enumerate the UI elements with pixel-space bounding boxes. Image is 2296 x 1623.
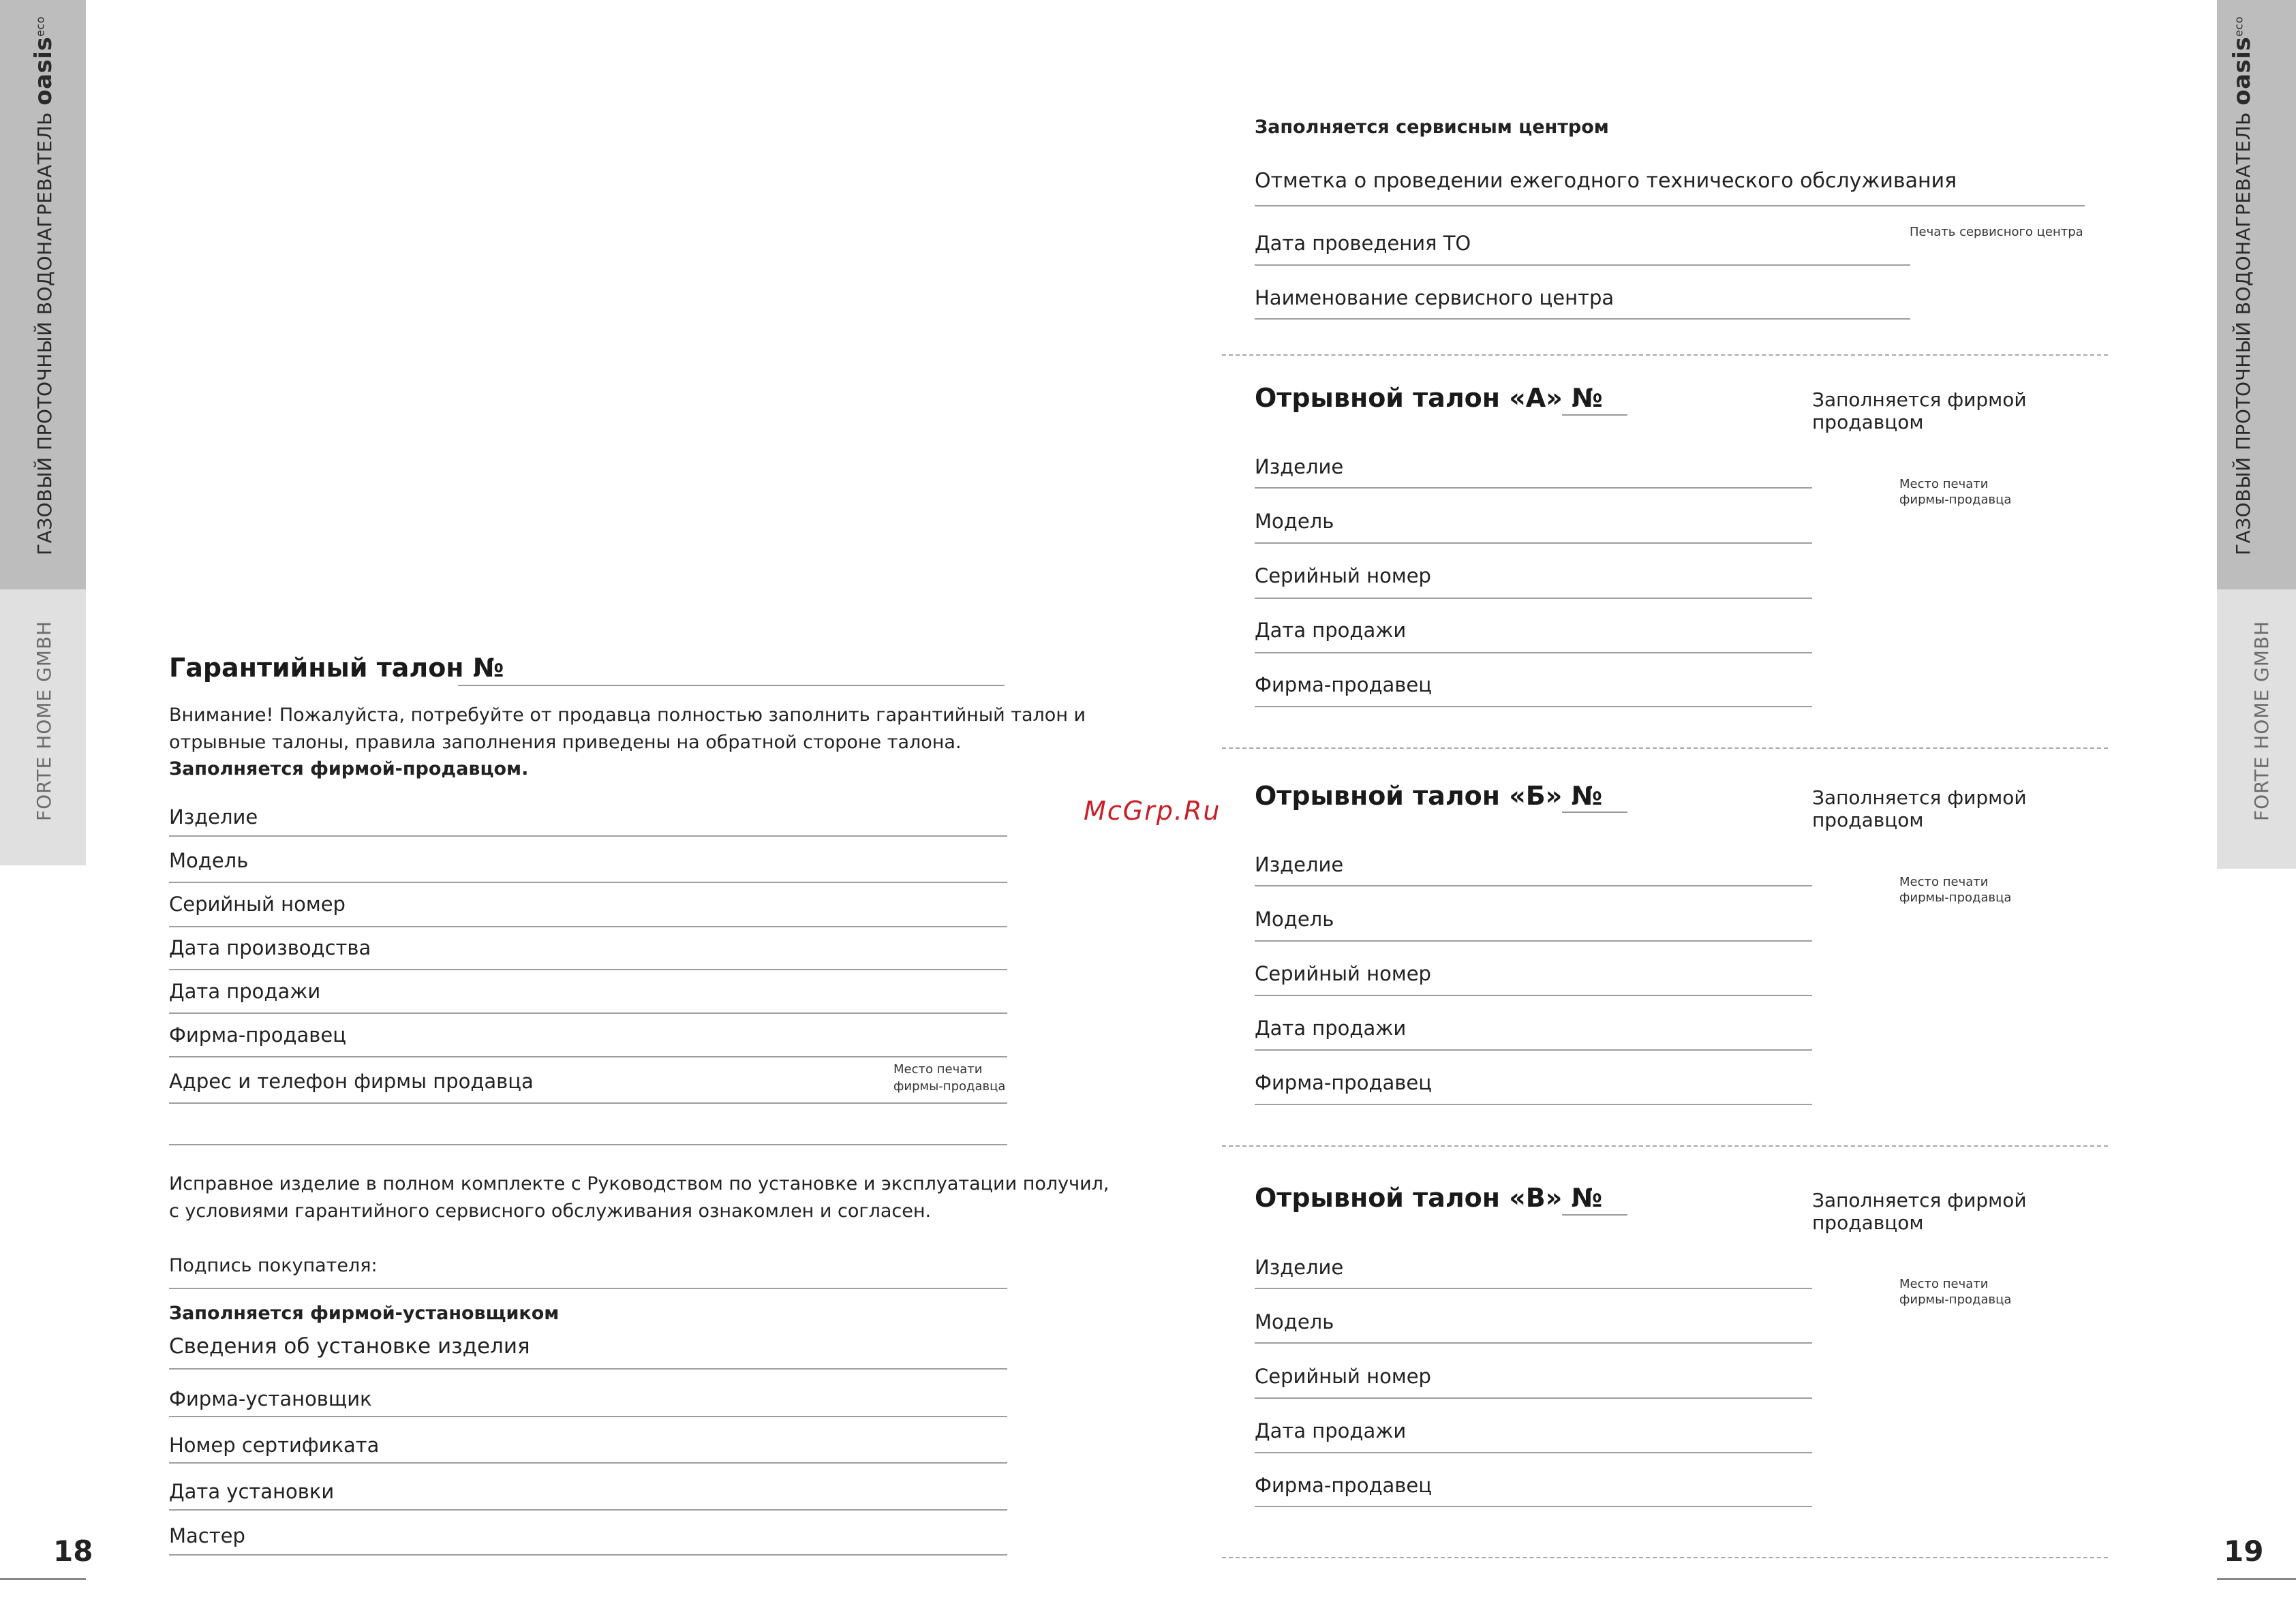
coupon-a-field-serial-line xyxy=(1255,598,1812,599)
service-date-line xyxy=(1255,264,1910,266)
page-number-right-rule xyxy=(2217,1578,2296,1580)
coupon-b-field-sale-date: Дата продажи xyxy=(1255,1017,1407,1040)
cut-line-2 xyxy=(1222,747,2108,749)
coupon-b-stamp-line2: фирмы-продавца xyxy=(1899,891,2012,905)
left-product-title xyxy=(30,16,57,555)
warranty-field-serial-line xyxy=(169,926,1007,927)
installer-field-certificate: Номер сертификата xyxy=(169,1434,380,1457)
coupon-a-field-sale-date-line xyxy=(1255,652,1812,653)
coupon-a-field-seller: Фирма-продавец xyxy=(1255,673,1432,696)
warranty-field-seller: Фирма-продавец xyxy=(169,1023,346,1047)
coupon-a-field-model: Модель xyxy=(1255,510,1334,533)
coupon-a-field-seller-line xyxy=(1255,706,1812,707)
receipt-line2: с условиями гарантийного сервисного обслуживания ознакомлен и согласен. xyxy=(169,1201,932,1222)
warranty-field-sale-date-line xyxy=(169,1013,1007,1014)
cut-line-4 xyxy=(1222,1557,2108,1558)
coupon-a-field-serial: Серийный номер xyxy=(1255,564,1431,587)
service-stamp-label: Печать сервисного центра xyxy=(1910,225,2083,239)
brand-name: oasis xyxy=(2229,36,2256,106)
warranty-field-seller-line xyxy=(169,1056,1007,1057)
installer-title: Сведения об установке изделия xyxy=(169,1334,530,1359)
warranty-field-production-date: Дата производства xyxy=(169,936,371,959)
receipt-line1: Исправное изделие в полном комплекте с Руководством по установке и эксплуатации получил, xyxy=(169,1173,1109,1194)
coupon-b-field-product-line xyxy=(1255,885,1812,886)
coupon-v-field-seller-line xyxy=(1255,1506,1812,1507)
coupon-a-stamp-line1: Место печати xyxy=(1899,477,1989,491)
warranty-field-production-date-line xyxy=(169,969,1007,970)
coupon-b-title: Отрывной талон «Б» № xyxy=(1255,781,1603,811)
fill-by-seller-label: Заполняется фирмой-продавцом. xyxy=(169,758,529,779)
installer-field-date: Дата установки xyxy=(169,1480,335,1503)
service-name-label: Наименование сервисного центра xyxy=(1255,286,1614,309)
cut-line-1 xyxy=(1222,354,2108,356)
warranty-field-address: Адрес и телефон фирмы продавца xyxy=(169,1070,534,1093)
coupon-v-stamp-line1: Место печати xyxy=(1899,1277,1989,1291)
coupon-b-field-model-line xyxy=(1255,940,1812,942)
page-number-left: 18 xyxy=(53,1534,93,1568)
warranty-number-line xyxy=(458,685,1005,686)
warranty-field-address-line2 xyxy=(169,1144,1007,1145)
coupon-v-field-sale-date: Дата продажи xyxy=(1255,1419,1407,1442)
coupon-b-number-line xyxy=(1562,812,1627,813)
coupon-v-title: Отрывной талон «В» № xyxy=(1255,1183,1603,1213)
warranty-field-sale-date: Дата продажи xyxy=(169,980,321,1003)
coupon-v-field-product-line xyxy=(1255,1288,1812,1289)
product-prefix: ГАЗОВЫЙ ПРОТОЧНЫЙ ВОДОНАГРЕВАТЕЛЬ xyxy=(2232,112,2254,555)
left-company-name: FORTE HOME GMBH xyxy=(33,620,55,821)
coupon-b-field-serial: Серийный номер xyxy=(1255,962,1431,985)
installer-field-master-line xyxy=(169,1554,1007,1556)
warranty-notice-line1: Внимание! Пожалуйста, потребуйте от продавца полностью заполнить гарантийный талон и xyxy=(169,705,1086,726)
page-number-right: 19 xyxy=(2224,1534,2264,1568)
coupon-v-field-product: Изделие xyxy=(1255,1256,1344,1279)
right-product-title xyxy=(2229,16,2256,555)
coupon-b-field-seller-line xyxy=(1255,1104,1812,1105)
installer-field-certificate-line xyxy=(169,1462,1007,1464)
coupon-v-fill-line2: продавцом xyxy=(1812,1211,1924,1234)
installer-heading: Заполняется фирмой-установщиком xyxy=(169,1303,560,1324)
service-heading: Заполняется сервисным центром xyxy=(1255,117,1609,138)
service-annual-line xyxy=(1255,205,2085,206)
product-prefix: ГАЗОВЫЙ ПРОТОЧНЫЙ ВОДОНАГРЕВАТЕЛЬ xyxy=(33,112,56,555)
coupon-b-field-seller: Фирма-продавец xyxy=(1255,1071,1432,1094)
signature-label: Подпись покупателя: xyxy=(169,1255,378,1276)
coupon-v-stamp-line2: фирмы-продавца xyxy=(1899,1293,2012,1307)
warranty-stamp-line1: Место печати xyxy=(893,1062,983,1077)
coupon-a-fill-line2: продавцом xyxy=(1812,411,1924,433)
coupon-b-field-model: Модель xyxy=(1255,908,1334,931)
coupon-v-field-serial-line xyxy=(1255,1397,1812,1399)
brand-sup: eco xyxy=(2232,16,2246,37)
right-company-name: FORTE HOME GMBH xyxy=(2250,620,2273,821)
warranty-notice-line2: отрывные талоны, правила заполнения приведены на обратной стороне талона. xyxy=(169,732,962,753)
coupon-b-fill-line2: продавцом xyxy=(1812,809,1924,831)
coupon-a-field-product: Изделие xyxy=(1255,455,1344,478)
warranty-field-serial: Серийный номер xyxy=(169,893,346,916)
coupon-a-fill-line1: Заполняется фирмой xyxy=(1812,388,2027,411)
coupon-b-stamp-line1: Место печати xyxy=(1899,875,1989,889)
coupon-a-field-product-line xyxy=(1255,487,1812,489)
coupon-v-field-model-line xyxy=(1255,1342,1812,1344)
coupon-a-stamp-line2: фирмы-продавца xyxy=(1899,493,2012,507)
warranty-field-product: Изделие xyxy=(169,805,258,829)
cut-line-3 xyxy=(1222,1145,2108,1147)
coupon-a-number-line xyxy=(1562,414,1627,416)
coupon-a-field-model-line xyxy=(1255,542,1812,544)
coupon-b-fill-line1: Заполняется фирмой xyxy=(1812,786,2027,809)
watermark-text: McGrp.Ru xyxy=(1084,796,1221,826)
warranty-field-model-line xyxy=(169,882,1007,883)
warranty-stamp-line2: фирмы-продавца xyxy=(893,1079,1006,1094)
installer-field-company-line xyxy=(169,1416,1007,1417)
signature-line xyxy=(169,1288,1007,1289)
service-name-line xyxy=(1255,318,1910,320)
warranty-field-model: Модель xyxy=(169,849,249,872)
coupon-v-field-model: Модель xyxy=(1255,1310,1334,1333)
page-number-left-rule xyxy=(0,1578,86,1580)
brand-sup: eco xyxy=(33,16,47,37)
installer-field-date-line xyxy=(169,1509,1007,1511)
coupon-v-fill-line1: Заполняется фирмой xyxy=(1812,1189,2027,1211)
coupon-b-field-product: Изделие xyxy=(1255,853,1344,876)
warranty-field-product-line xyxy=(169,835,1007,837)
coupon-v-field-serial: Серийный номер xyxy=(1255,1365,1431,1388)
coupon-a-field-sale-date: Дата продажи xyxy=(1255,619,1407,642)
installer-field-company: Фирма-установщик xyxy=(169,1387,372,1410)
coupon-b-field-serial-line xyxy=(1255,995,1812,996)
installer-title-line xyxy=(169,1368,1007,1370)
brand-name: oasis xyxy=(30,36,57,106)
installer-field-master: Мастер xyxy=(169,1524,245,1547)
warranty-title: Гарантийный талон № xyxy=(169,653,504,683)
warranty-field-address-line xyxy=(169,1102,1007,1104)
coupon-v-field-sale-date-line xyxy=(1255,1452,1812,1453)
coupon-a-title: Отрывной талон «А» № xyxy=(1255,383,1603,413)
service-annual-mark: Отметка о проведении ежегодного технического обслуживания xyxy=(1255,169,1957,193)
coupon-v-number-line xyxy=(1562,1214,1627,1216)
coupon-v-field-seller: Фирма-продавец xyxy=(1255,1474,1432,1497)
coupon-b-field-sale-date-line xyxy=(1255,1049,1812,1051)
service-date-label: Дата проведения ТО xyxy=(1255,232,1471,255)
